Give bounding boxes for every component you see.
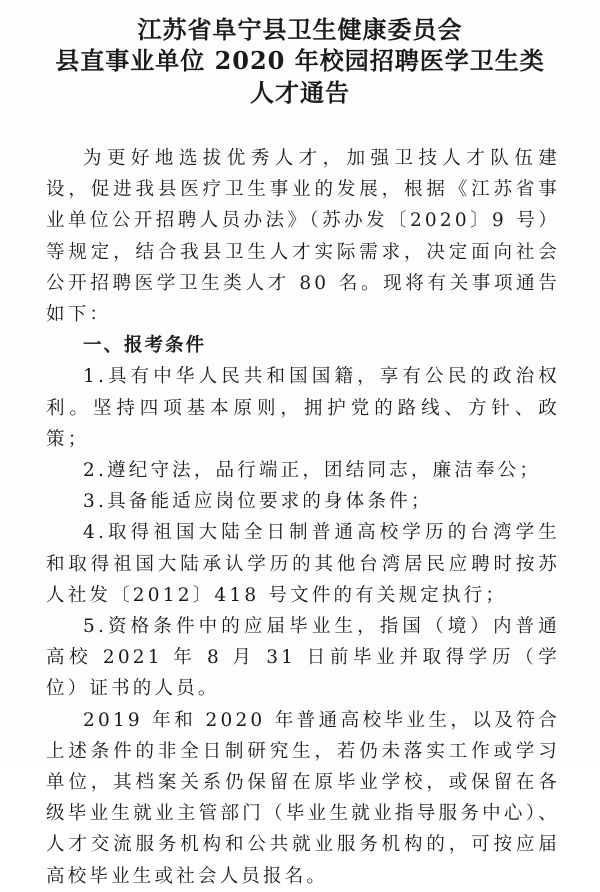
requirement-item-1: 1.具有中华人民共和国国籍，享有公民的政治权利。坚持四项基本原则，拥护党的路线、方针、政策； (46, 366, 560, 450)
section-heading-requirements: 一、报考条件 (83, 335, 207, 357)
document-body (46, 143, 560, 892)
requirement-item-4: 4.取得祖国大陆全日制普通高校学历的台湾学生和取得祖国大陆承认学历的其他台湾居民应聘时按苏人社发〔2012〕418 号文件的有关规定执行； (46, 522, 560, 606)
graduate-note-paragraph: 2019 年和 2020 年普通高校毕业生，以及符合上述条件的非全日制研究生，若仍未落实工作或学习单位，其档案关系仍保留在原毕业学校，或保留在各级毕业生就业主管部门（毕业生就业指导服务中心）、人才交流服务机构和公共就业服务机构的，可按应届高校毕业生或社会人员报名。 (46, 709, 560, 887)
intro-paragraph: 为更好地选拔优秀人才，加强卫技人才队伍建设，促进我县医疗卫生事业的发展，根据《江苏省事业单位公开招聘人员办法》（苏办发〔2020〕9 号）等规定，结合我县卫生人才实际需求，决定面向社会公开招聘医学卫生类人才 80 名。现将有关事项通告如下： (46, 148, 560, 326)
title-line-3: 人才通告 (250, 78, 350, 107)
requirement-item-3: 3.具备能适应岗位要求的身体条件； (83, 491, 433, 513)
title-line-2: 县直事业单位 2020 年校园招聘医学卫生类 (55, 46, 545, 75)
title-line-1: 江苏省阜宁县卫生健康委员会 (137, 15, 463, 44)
requirement-item-5: 5.资格条件中的应届毕业生，指国（境）内普通高校 2021 年 8 月 31 日前毕业并取得学历（学位）证书的人员。 (46, 616, 560, 700)
requirement-item-2: 2.遵纪守法，品行端正，团结同志，廉洁奉公； (83, 460, 542, 482)
